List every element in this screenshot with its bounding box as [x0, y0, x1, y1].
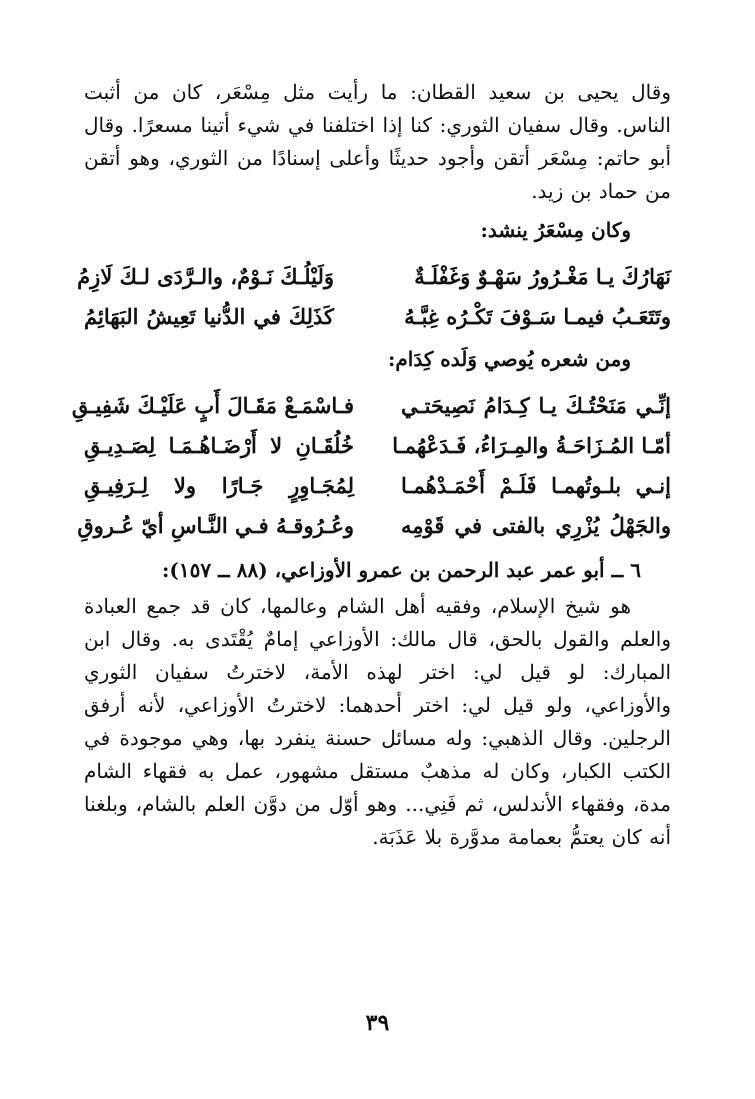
verse-line: [71, 386, 671, 426]
verse-line: [77, 506, 671, 546]
poem-intro-misar: وكان مِسْعَرُ ينشد:: [480, 218, 631, 242]
verse-first-hemistich: والجَهْلُ يُزْرِي بالفتى في قَوْمِه: [401, 513, 671, 538]
poem-intro-kidam: ومن شعره يُوصي وَلَده كِدَام:: [388, 347, 631, 371]
verse-first-hemistich: إنِّـي مَنَحْتُـكَ يـا كِـدَامُ نَصِيحَتـي: [401, 393, 671, 418]
verse-second-hemistich: وعُـرُوقـهُ فـي النَّـاسِ أيّ عُـروقِ: [77, 513, 354, 538]
verse-second-hemistich: فـاسْمَـعْ مَقَـالَ أَبٍ عَلَيْـكَ شَفِيـقِ: [71, 393, 354, 418]
section-heading-awzai: ٦ ــ أبو عمر عبد الرحمن بن عمرو الأوزاعي، (٨٨ ــ ١٥٧):: [162, 558, 641, 582]
paragraph-misar-praise: وقال يحيى بن سعيد القطان: ما رأيت مثل مِسْعَر، كان من أثبت الناس. وقال سفيان الثوري: كنا إذا اختلفنا في شيء أتينا مسعرًا. وقال أبو حاتم: مِسْعَر أتقن وأجود حديثًا وأعلى إسنادًا من الثوري، وهو أتقن من حماد بن زيد.: [84, 80, 671, 203]
verse-line: [84, 426, 671, 466]
verse-line: [84, 297, 671, 337]
verse-line: [77, 257, 671, 297]
poem-kidam: [71, 386, 671, 546]
verse-second-hemistich: خُلُقَـانِ لا أَرْضَـاهُـمَـا لِصَـدِيـقِ: [84, 433, 354, 458]
page-number: ٣٩: [365, 1010, 390, 1036]
verse-second-hemistich: لِمُجَـاوِرٍ جَـارًا ولا لِـرَفِيـقِ: [84, 473, 354, 498]
poem-misar: [77, 257, 671, 337]
verse-line: [84, 466, 671, 506]
verse-first-hemistich: نَهَارُكَ يـا مَغْـرُورُ سَهْـوٌ وَغَفْلَـةٌ: [414, 264, 671, 289]
verse-first-hemistich: إنـي بلـوتُهمـا فَلَـمْ أَحْمَـدْهُمـا: [401, 473, 671, 498]
verse-second-hemistich: وَلَيْلُـكَ نَـوْمٌ، والـرَّدَى لـكَ لَازِمُ: [77, 264, 334, 289]
paragraph-awzai-bio: هو شيخ الإسلام، وفقيه أهل الشام وعالمها، كان قد جمع العبادة والعلم والقول بالحق، قال مالك: الأوزاعي إمامٌ يُقْتَدى به. وقال ابن المبارك: لو قيل لي: اختر لهذه الأمة، لاخترتُ سفيان الثوري والأوزاعي، ولو قيل لي: اختر أحدهما: لاخترتُ الأوزاعي، لأنه أرفق الرجلين. وقال الذهبي: وله مسائل حسنة ينفرد بها، وهي موجودة في الكتب الكبار، وكان له مذهبٌ مستقل مشهور، عمل به فقهاء الشام مدة، وفقهاء الأندلس، ثم فَنِي... وهو أوّل من دوَّن العلم بالشام، وبلغنا أنه كان يعتمُّ بعمامة مدوَّرة بلا عَذَبَة.: [84, 594, 672, 849]
verse-second-hemistich: كَذَلِكَ في الدُّنيا تَعِيشُ البَهَائِمُ: [84, 304, 334, 329]
verse-first-hemistich: أمّـا المُـزَاحَـةُ والمِـرَاءُ، فَـدَعْهُمـا: [392, 433, 671, 458]
verse-first-hemistich: وتَتَعَـبُ فيمـا سَـوْفَ تَكْـرُه غِبَّـهُ: [404, 304, 671, 329]
